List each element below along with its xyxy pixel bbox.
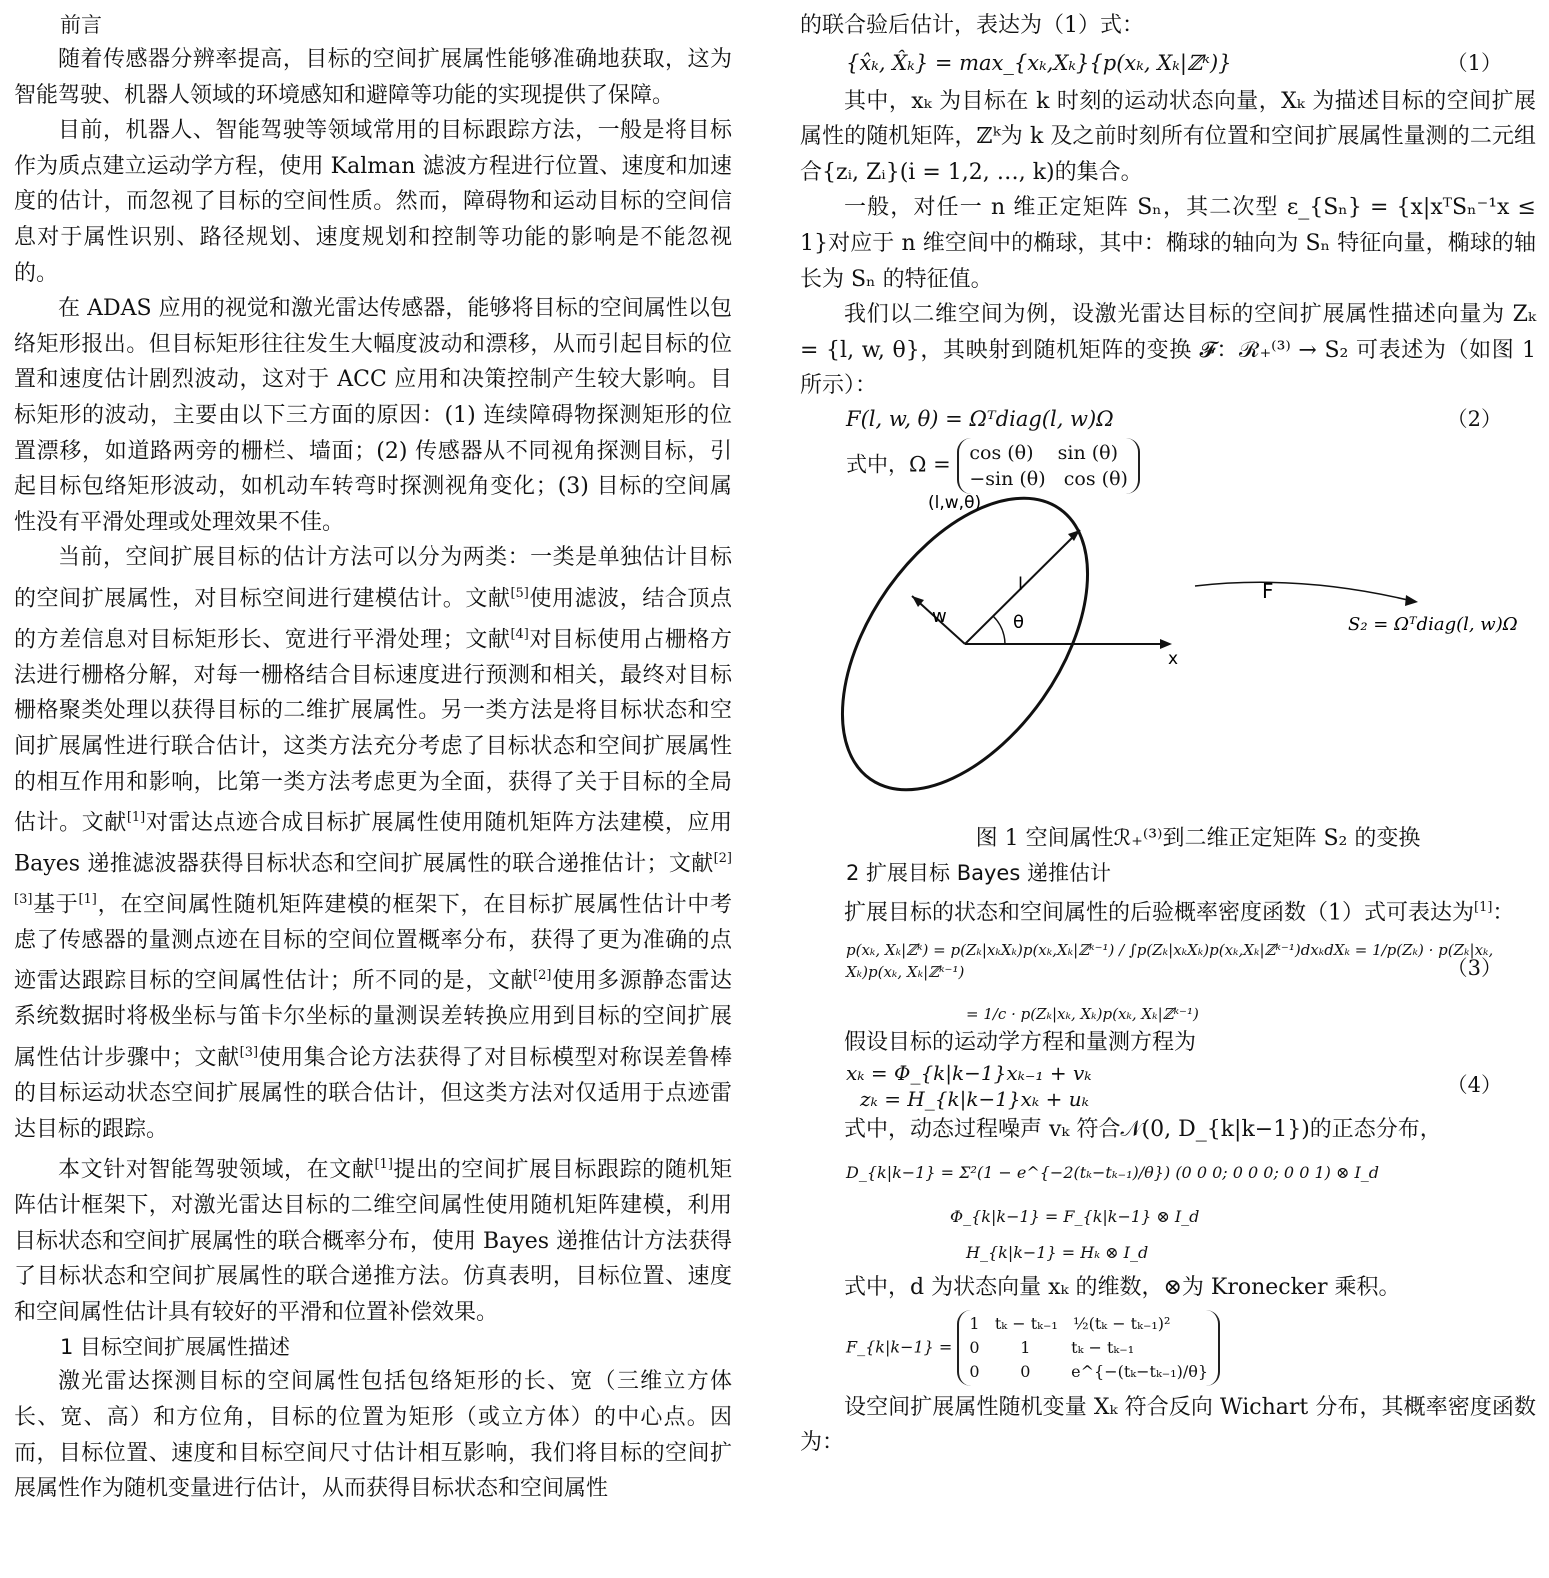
paragraph: 随着传感器分辨率提高，目标的空间扩展属性能够准确地获取，这为智能驾驶、机器人领域的环境感知和避障等功能的实现提供了保障。	[14, 47, 732, 108]
citation: [4]	[510, 626, 529, 642]
text-run: 扩展目标的状态和空间属性的后验概率密度函数（1）式可表达为	[844, 900, 1474, 926]
label-S2: S₂ = Ωᵀdiag(l, w)Ω	[1348, 613, 1518, 635]
matrix-row: 0 1 tₖ − tₖ₋₁	[969, 1337, 1135, 1357]
text-run: 对目标使用占栅格方法进行栅格分解，对每一栅格结合目标速度进行预测和相关，最终对目标栅格聚类处理以获得目标的二维扩展属性。另一类方法是将目标状态和空间扩展属性进行联合估计，这类方法充分考虑了目标状态和空间扩展属性的相互作用和影响，比第一类方法考虑更为全面，获得了关于目标的全局估计。文献	[14, 627, 732, 836]
paragraph: 设空间扩展属性随机变量 Xₖ 符合反向 Wichart 分布，其概率密度函数为：	[800, 1394, 1536, 1456]
paragraph: 式中，d 为状态向量 xₖ 的维数，⊗为 Kronecker 乘积。	[844, 1275, 1401, 1301]
citation: [1]	[374, 1157, 393, 1173]
text-run: ：	[1492, 900, 1515, 926]
label-w: w	[932, 605, 947, 627]
citation: [1]	[126, 810, 146, 826]
equation-text: 式中，Ω =	[846, 452, 951, 477]
matrix-row: 0 0 e^{−(tₖ−tₖ₋₁)/θ}	[969, 1361, 1209, 1381]
ellipse-shape	[800, 494, 1137, 822]
arrowhead	[1405, 595, 1418, 606]
transform-arrow	[1195, 582, 1412, 601]
equation-text: F_{k|k−1} =	[846, 1337, 953, 1357]
text-run: 基于	[32, 892, 79, 918]
equation-text: {x̂ₖ, X̂ₖ} = max_{xₖ,Xₖ}{p(xₖ, Xₖ|ℤᵏ)}	[846, 50, 1232, 75]
paragraph: 式中，动态过程噪声 vₖ 符合𝒩(0, D_{k|k−1})的正态分布，	[844, 1117, 1442, 1143]
figure-caption: 图 1 空间属性ℛ₊⁽³⁾到二维正定矩阵 S₂ 的变换	[975, 825, 1421, 851]
citation: [2]	[533, 968, 552, 984]
figure-1	[800, 494, 1536, 822]
matrix-row: −sin (θ) cos (θ)	[969, 467, 1128, 490]
paragraph: 假设目标的运动学方程和量测方程为	[844, 1029, 1197, 1055]
label-top: (l,w,θ)	[928, 493, 982, 513]
equation-text: F(l, w, θ) = Ωᵀdiag(l, w)Ω	[846, 406, 1114, 431]
equation-1	[800, 48, 1536, 78]
citation: [1]	[1474, 899, 1493, 915]
paragraph	[800, 890, 1536, 931]
paragraph	[14, 540, 732, 1147]
citation: [5]	[510, 585, 529, 601]
equation-line: = 1/c · p(Zₖ|xₖ, Xₖ)p(xₖ, Xₖ|ℤᵏ⁻¹)	[966, 1004, 1199, 1023]
preface-heading: 前言	[60, 13, 102, 37]
equation-line: xₖ = Φ_{k|k−1}xₖ₋₁ + vₖ	[846, 1061, 1092, 1086]
equation-line: zₖ = H_{k|k−1}xₖ + uₖ	[860, 1087, 1089, 1112]
text-run: 对雷达点迹合成目标扩展属性使用随机矩阵方法建模，应用 Bayes 递推滤波器获得目标状态和空间扩展属性的联合递推估计；文献	[14, 810, 732, 877]
matrix-row: cos (θ) sin (θ)	[969, 441, 1119, 464]
equation-D: D_{k|k−1} = Σ²(1 − e^{−2(tₖ−tₖ₋₁)/θ}) (0 0 0; 0 0 0; 0 0 1) ⊗ I_d	[846, 1163, 1380, 1183]
equation-number: （4）	[1446, 1073, 1502, 1098]
ellipse-transform-diagram	[800, 494, 1536, 822]
label-x: x	[1168, 648, 1179, 669]
citation: [3]	[239, 1045, 259, 1060]
equation-number: （3）	[1446, 955, 1502, 980]
matrix-row: 1 tₖ − tₖ₋₁ ½(tₖ − tₖ₋₁)²	[969, 1313, 1171, 1333]
F-matrix	[957, 1310, 1220, 1386]
paragraph: 我们以二维空间为例，设激光雷达目标的空间扩展属性描述向量为 Zₖ = {l, w, θ}，其映射到随机矩阵的变换 𝓕：ℛ₊⁽³⁾ → S₂ 可表述为（如图 1 所示）：	[800, 302, 1536, 399]
text-run: 使用多源静态雷达系统数据时将极坐标与笛卡尔坐标的量测误差转换应用到目标的空间扩展属性估计步骤中；文献	[14, 968, 732, 1071]
theta-arc	[993, 616, 1005, 644]
citation: [1]	[78, 891, 97, 907]
equation-number: （1）	[1446, 50, 1502, 75]
omega-definition	[800, 438, 1536, 494]
label-l: l	[1018, 573, 1024, 595]
text-run: 本文针对智能驾驶领域，在文献	[58, 1157, 375, 1183]
paragraph: 目前，机器人、智能驾驶等领域常用的目标跟踪方法，一般是将目标作为质点建立运动学方程，使用 Kalman 滤波方程进行位置、速度和加速度的估计，而忽视了目标的空间性质。然而，障碍物和运动目标的空间信息对于属性识别、路径规划、速度规划和控制等功能的影响是不能忽视的。	[14, 118, 732, 286]
equation-F	[800, 1310, 1536, 1386]
arrowhead	[1160, 639, 1172, 649]
equation-H: H_{k|k−1} = Hₖ ⊗ I_d	[966, 1243, 1149, 1263]
equation-4	[800, 1060, 1536, 1112]
equation-number: （2）	[1446, 406, 1502, 431]
left-column	[14, 8, 732, 1507]
section-heading: 1 目标空间扩展属性描述	[60, 1335, 291, 1360]
text-run: 使用集合论方法获得了对目标模型对称误差鲁棒的目标运动状态空间扩展属性的联合估计，但这类方法对仅适用于点迹雷达目标的跟踪。	[14, 1045, 732, 1142]
paragraph: 其中，xₖ 为目标在 k 时刻的运动状态向量，Xₖ 为描述目标的空间扩展属性的随机矩阵，ℤᵏ为 k 及之前时刻所有位置和空间扩展属性量测的二元组合{zᵢ, Zᵢ}(i = 1,2, …, k)的集合。	[800, 88, 1536, 185]
right-column	[800, 8, 1536, 1461]
equation-line: p(xₖ, Xₖ|ℤᵏ) = p(Zₖ|xₖXₖ)p(xₖ,Xₖ|ℤᵏ⁻¹) / ∫p(Zₖ|xₖXₖ)p(xₖ,Xₖ|ℤᵏ⁻¹)dxₖdXₖ = 1/p(Zₖ) · p(Zₖ|xₖ, Xₖ)p(xₖ, Xₖ|ℤᵏ⁻¹)	[846, 940, 1494, 981]
paragraph: 的联合验后估计，表达为（1）式：	[800, 13, 1144, 38]
paragraph: 在 ADAS 应用的视觉和激光雷达传感器，能够将目标的空间属性以包络矩形报出。但目标矩形往往发生大幅度波动和漂移，从而引起目标的位置和速度估计剧烈波动，这对于 ACC 应用和决策控制产生较大影响。目标矩形的波动，主要由以下三方面的原因：(1) 连续障碍物探测矩形的位置漂移，如道路两旁的栅栏、墙面；(2) 传感器从不同视角探测目标，引起目标包络矩形波动，如机动车转弯时探测视角变化；(3) 目标的空间属性没有平滑处理或处理效果不佳。	[14, 296, 732, 535]
text-run: 当前，空间扩展目标的估计方法可以分为两类：一类是单独估计目标的空间扩展属性，对目标空间进行建模估计。文献	[14, 545, 732, 612]
text-run: 使用滤波，结合顶点的方差信息对目标矩形长、宽进行平滑处理；文献	[14, 586, 732, 653]
label-F: F	[1262, 578, 1274, 603]
equation-Phi: Φ_{k|k−1} = F_{k|k−1} ⊗ I_d	[950, 1207, 1200, 1227]
equation-2	[800, 404, 1536, 434]
label-theta: θ	[1013, 611, 1025, 633]
citation: [2][3]	[14, 851, 732, 907]
paragraph: 一般，对任一 n 维正定矩阵 Sₙ，其二次型 ε_{Sₙ} = {x|xᵀSₙ⁻¹x ≤ 1}对应于 n 维空间中的椭球，其中：椭球的轴向为 Sₙ 特征向量，椭球的轴长为 Sₙ 的特征值。	[800, 195, 1536, 292]
paragraph	[14, 1147, 732, 1330]
omega-matrix	[957, 438, 1140, 494]
equation-3	[800, 939, 1536, 1025]
text-run: ，在空间属性随机矩阵建模的框架下，在目标扩展属性估计中考虑了传感器的量测点迹在目标的空间位置概率分布，获得了更为准确的点迹雷达跟踪目标的空间属性估计；所不同的是，文献	[14, 892, 732, 994]
text-run: 提出的空间扩展目标跟踪的随机矩阵估计框架下，对激光雷达目标的二维空间属性使用随机矩阵建模，利用目标状态和空间扩展属性的联合概率分布，使用 Bayes 递推估计方法获得了目标状态和空间扩展属性的联合递推方法。仿真表明，目标位置、速度和空间属性估计具有较好的平滑和位置补偿效果。	[14, 1157, 733, 1325]
section-heading: 2 扩展目标 Bayes 递推估计	[846, 860, 1111, 885]
paragraph: 激光雷达探测目标的空间属性包括包络矩形的长、宽（三维立方体长、宽、高）和方位角，目标的位置为矩形（或立方体）的中心点。因而，目标位置、速度和目标空间尺寸估计相互影响，我们将目标的空间扩展属性作为随机变量进行估计，从而获得目标状态和空间属性	[14, 1369, 732, 1502]
